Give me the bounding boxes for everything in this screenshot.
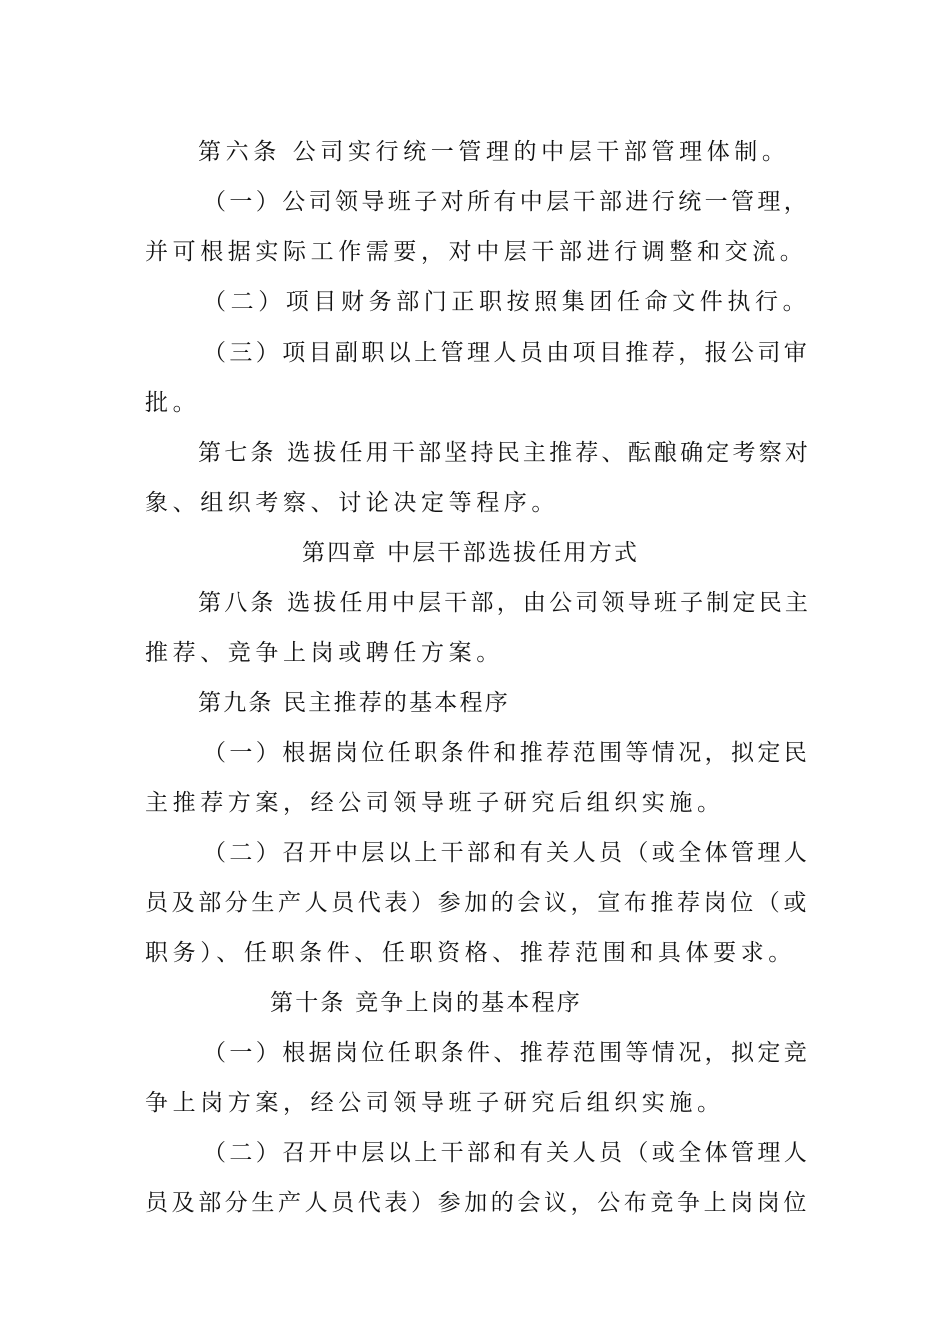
article-9-item-1-line-2: 主推荐方案，经公司领导班子研究后组织实施。 [145,790,725,816]
article-6-item-1-line-2: 并可根据实际工作需要，对中层干部进行调整和交流。 [145,239,808,265]
article-10-item-2-line-2: 员及部分生产人员代表）参加的会议，公布竞争上岗岗位 [145,1190,810,1216]
article-6-item-2-line: （二）项目财务部门正职按照集团任命文件执行。 [203,289,811,315]
article-10-item-2-line-1: （二）召开中层以上干部和有关人员（或全体管理人 [203,1140,811,1166]
article-6-item-1-line-1: （一）公司领导班子对所有中层干部进行统一管理， [203,189,811,215]
article-8-line-2: 推荐、竞争上岗或聘任方案。 [145,640,504,666]
article-8-line-1: 第八条 选拔任用中层干部，由公司领导班子制定民主 [198,590,812,616]
chapter-4-heading: 第四章 中层干部选拔任用方式 [302,540,640,566]
article-9-item-1-line-1: （一）根据岗位任职条件和推荐范围等情况，拟定民 [203,740,811,766]
article-10-item-1-line-2: 争上岗方案，经公司领导班子研究后组织实施。 [145,1090,725,1116]
article-10-line: 第十条 竞争上岗的基本程序 [270,990,582,1016]
article-6-item-3-line-1: （三）项目副职以上管理人员由项目推荐，报公司审 [203,340,811,366]
article-7-line-2: 象、组织考察、讨论决定等程序。 [145,490,559,516]
article-9-item-2-line-2: 员及部分生产人员代表）参加的会议，宣布推荐岗位（或 [145,890,810,916]
article-6-line: 第六条 公司实行统一管理的中层干部管理体制。 [198,139,790,165]
article-7-line-1: 第七条 选拔任用干部坚持民主推荐、酝酿确定考察对 [198,440,812,466]
article-9-line: 第九条 民主推荐的基本程序 [198,690,510,716]
article-6-item-3-line-2: 批。 [145,390,201,416]
article-9-item-2-line-3: 职务）、任职条件、任职资格、推荐范围和具体要求。 [145,940,796,966]
article-9-item-2-line-1: （二）召开中层以上干部和有关人员（或全体管理人 [203,840,811,866]
article-10-item-1-line-1: （一）根据岗位任职条件、推荐范围等情况，拟定竞 [203,1040,811,1066]
